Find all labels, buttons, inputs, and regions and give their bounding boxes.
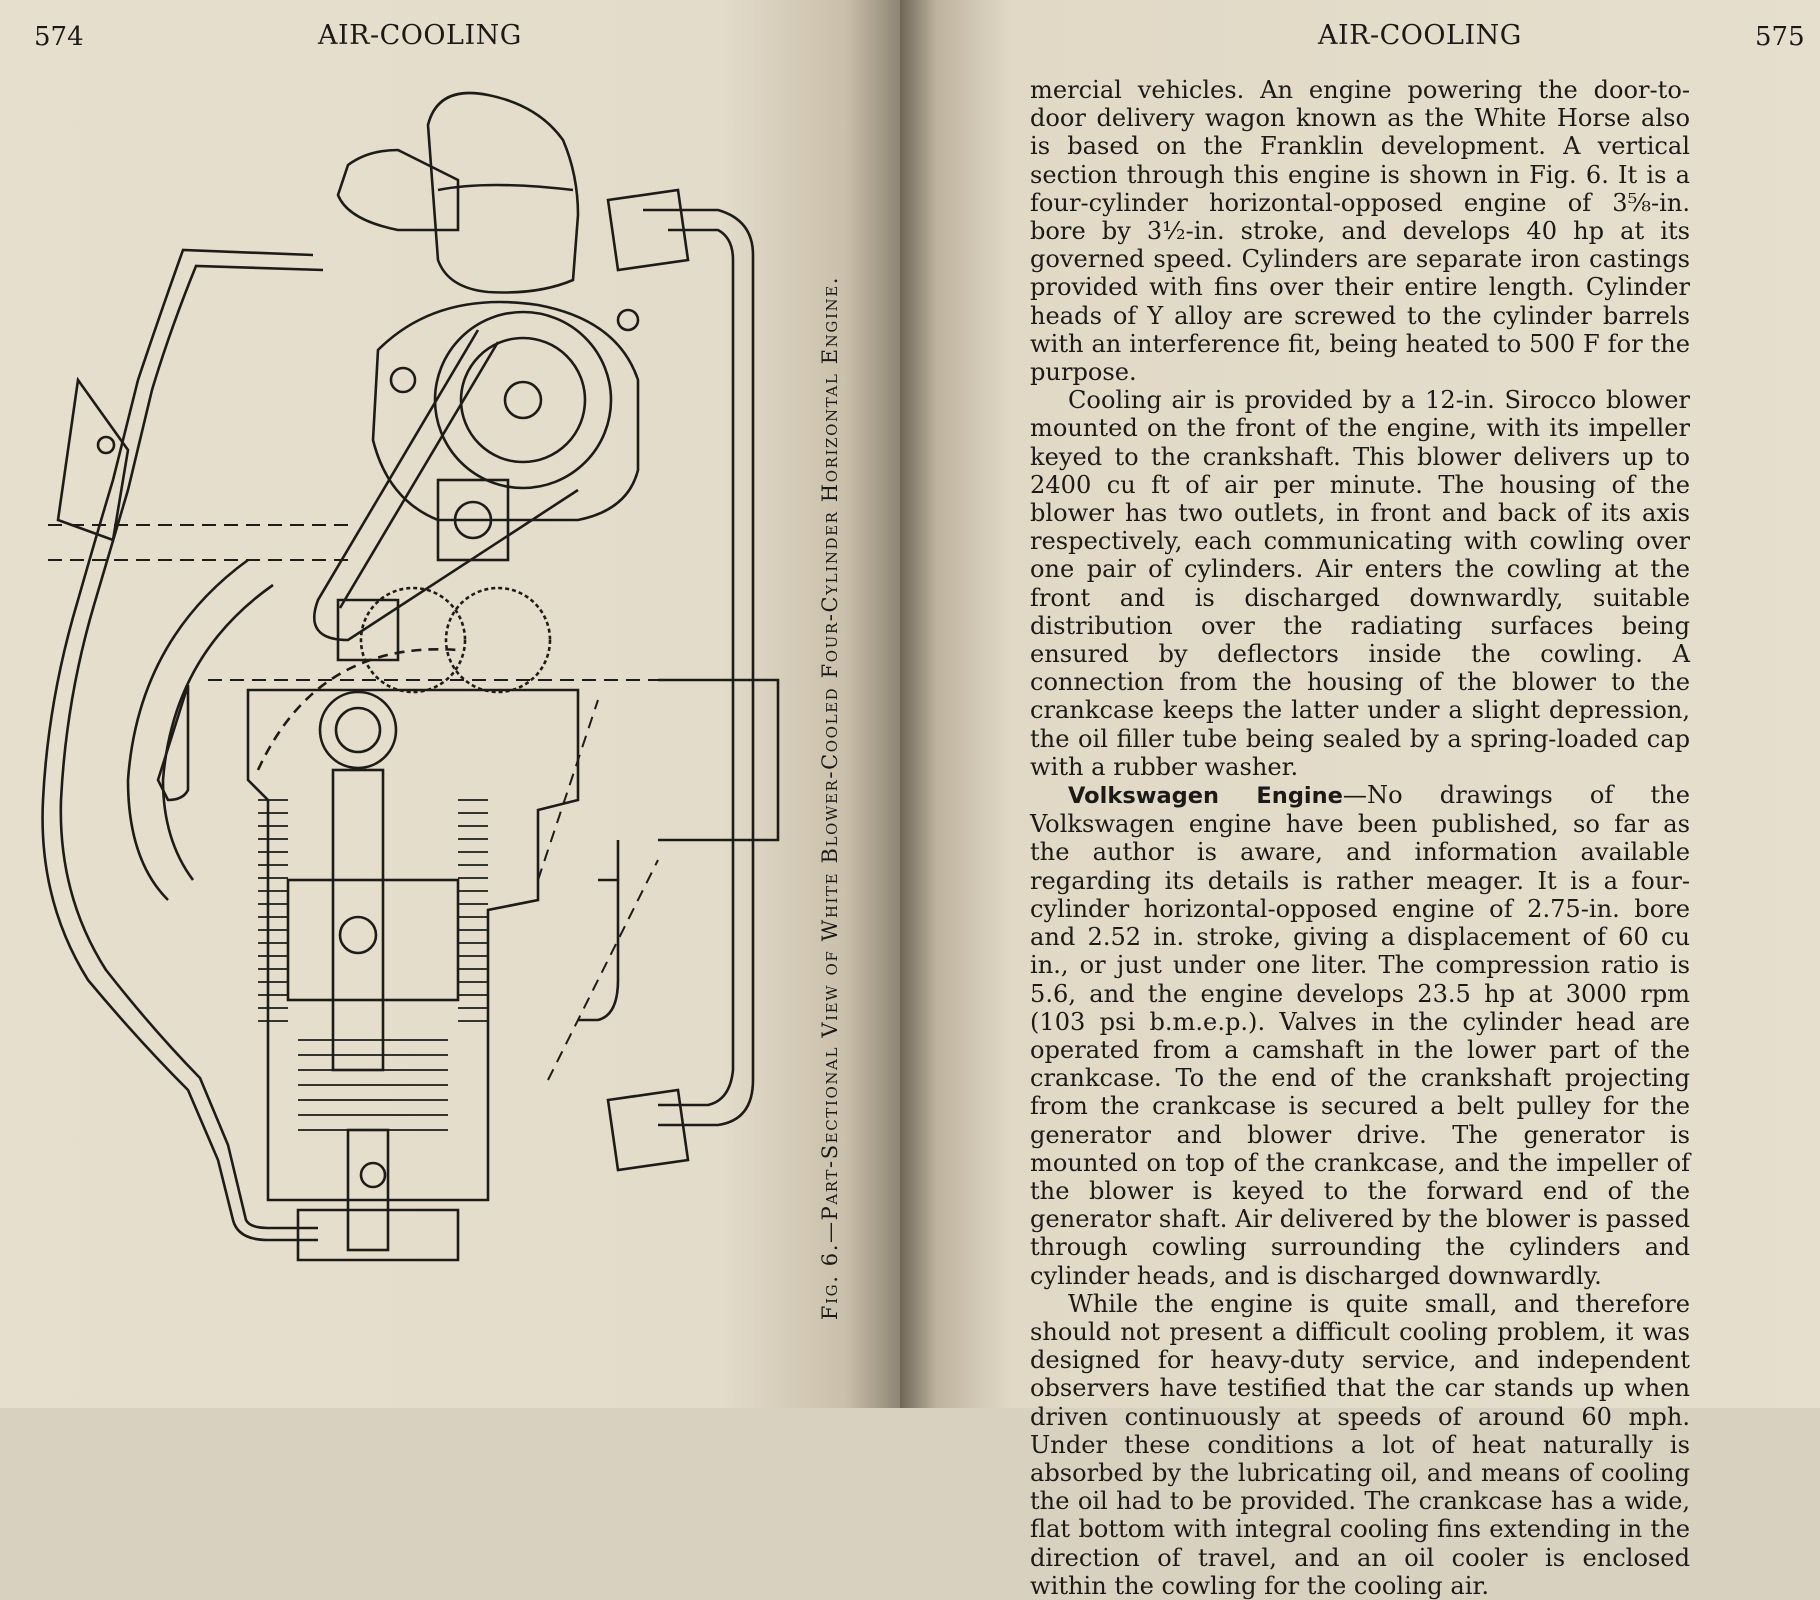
air-filter xyxy=(428,93,578,293)
section-heading-volkswagen: Volkswagen Engine xyxy=(1068,783,1343,810)
paragraph-3 xyxy=(1030,781,1690,1290)
engine-drawing xyxy=(18,80,788,1360)
paragraph-1: mercial vehicles. An engine powering the door-to-door delivery wagon known as the White Horse also is based on the Franklin development. A vertical section through this engine is shown in Fig. 6. It is a four-cylinder horizontal-opposed engine of 3⅝-in. bore by 3½-in. stroke, and develops 40 hp at its governed speed. Cylinders are separate iron castings provided with fins over their entire length. Cylinder heads of Y alloy are screwed to the cylinder barrels with an interference fit, being heated to 500 F for the purpose. xyxy=(1030,76,1690,387)
left-running-head: AIR-COOLING xyxy=(318,20,522,51)
right-running-head: AIR-COOLING xyxy=(1318,20,1522,51)
heading-dash: — xyxy=(1342,781,1368,810)
paragraph-2: Cooling air is provided by a 12-in. Sirocco blower mounted on the front of the engine, with its impeller keyed to the crankshaft. This blower delivers up to 2400 cu ft of air per minute. The housing of the blower has two outlets, in front and back of its axis respectively, each communicating with cowling over one pair of cylinders. Air enters the cowling at the front and is discharged downwardly, suitable distribution over the radiating surfaces being ensured by deflectors inside the cowling. A connection from the housing of the blower to the crankcase keeps the latter under a slight depression, the oil filler tube being sealed by a spring-loaded cap with a rubber washer. xyxy=(1030,386,1690,781)
fan-belt xyxy=(314,330,578,640)
outer-cowling xyxy=(43,250,318,1240)
crankcase xyxy=(248,690,578,1200)
body-text xyxy=(1030,76,1690,1600)
right-page-number: 575 xyxy=(1755,22,1805,52)
timing-gear xyxy=(361,588,465,692)
left-page xyxy=(0,0,900,1408)
cylinder-fins xyxy=(258,800,488,1130)
figure-caption: Fig. 6.—Part-Sectional View of White Blower-Cooled Four-Cylinder Horizontal Engine. xyxy=(818,275,842,1321)
left-page-number: 574 xyxy=(34,22,84,52)
piston xyxy=(288,880,458,1000)
right-page xyxy=(900,0,1820,1600)
paragraph-3-text: No drawings of the Volkswagen engine have been published, so far as the author is aware, and information available regarding its details is rather meager. It is a four-cylinder horizontal-opposed engine of 2.75-in. bore and 2.52 in. stroke, giving a displacement of 60 cu in., or just under one liter. The compression ratio is 5.6, and the engine develops 23.5 hp at 3000 rpm (103 psi b.m.e.p.). Valves in the cylinder head are operated from a camshaft in the lower part of the crankcase. To the end of the crankshaft projecting from the crankcase is secured a belt pulley for the generator and blower drive. The generator is mounted on top of the crankcase, and the impeller of the blower is keyed to the forward end of the generator shaft. Air delivered by the blower is passed through cowling surrounding the cylinders and cylinder heads, and is discharged downwardly. xyxy=(1030,781,1690,1290)
paragraph-4: While the engine is quite small, and therefore should not present a difficult cooling problem, it was designed for heavy-duty service, and independent observers have testified that the car stands up when driven continuously at speeds of around 60 mph. Under these conditions a lot of heat naturally is absorbed by the lubricating oil, and means of cooling the oil had to be provided. The crankcase has a wide, flat bottom with integral cooling fins extending in the direction of travel, and an oil cooler is enclosed within the cowling for the cooling air. xyxy=(1030,1289,1690,1600)
exhaust-manifold xyxy=(643,210,753,1125)
